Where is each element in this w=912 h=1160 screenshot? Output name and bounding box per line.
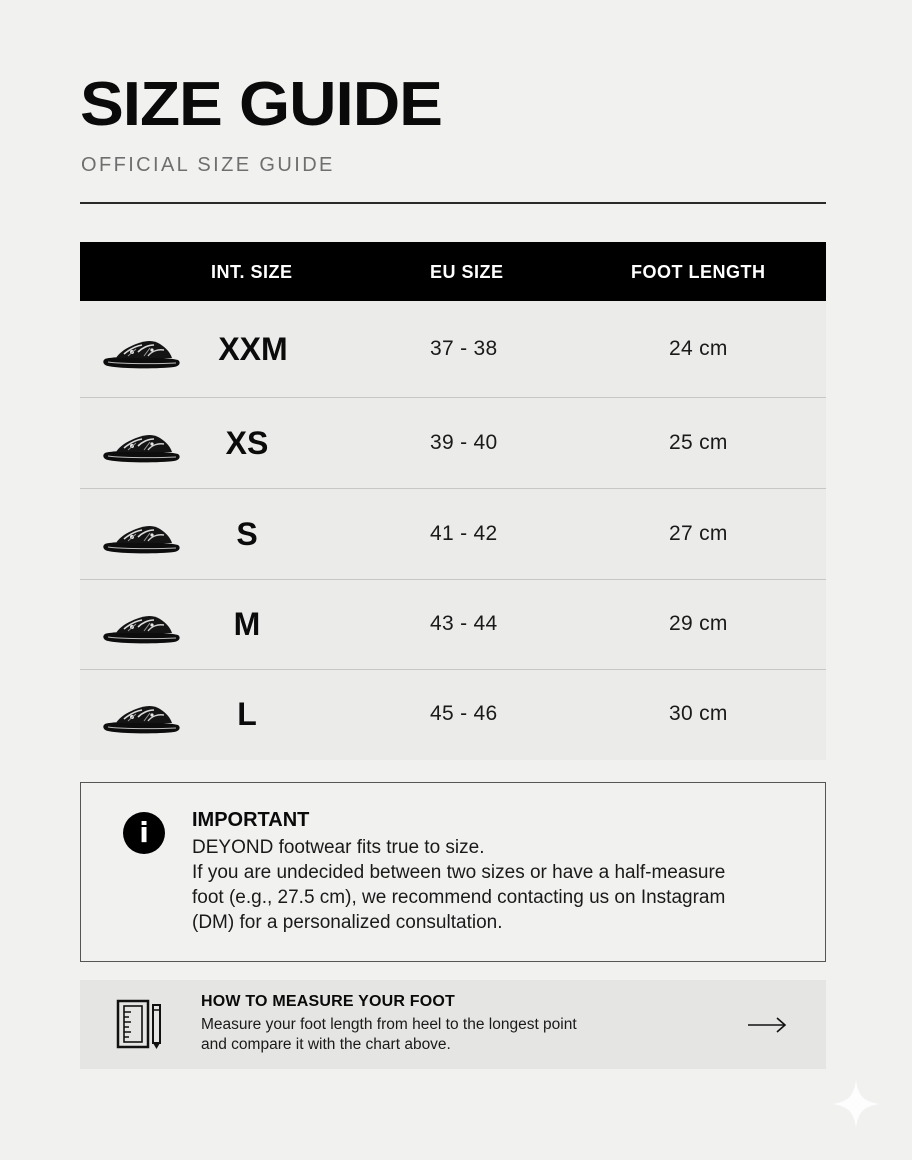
arrow-right-icon[interactable]: [747, 1016, 787, 1034]
eu-size-cell: 43 - 44: [430, 612, 498, 635]
slide-sandal-icon: [102, 607, 182, 647]
int-size-cell: M: [233, 606, 261, 642]
table-row: [80, 670, 826, 760]
measure-title: HOW TO MEASURE YOUR FOOT: [201, 993, 455, 1010]
slide-sandal-icon: [102, 332, 182, 372]
table-header: [80, 242, 826, 301]
eu-size-cell: 41 - 42: [430, 521, 498, 545]
important-line: (DM) for a personalized consultation.: [192, 912, 503, 933]
ruler-pencil-icon: [116, 999, 164, 1051]
important-title: IMPORTANT: [192, 809, 310, 831]
info-icon: i: [123, 812, 165, 854]
table-row: [80, 489, 826, 580]
foot-length-cell: 25 cm: [669, 430, 728, 454]
column-header-eu-size: EU SIZE: [430, 262, 504, 282]
foot-length-cell: 27 cm: [669, 521, 728, 545]
eu-size-cell: 39 - 40: [430, 430, 498, 454]
eu-size-cell: 45 - 46: [430, 702, 498, 725]
important-line: DEYOND footwear fits true to size.: [192, 837, 485, 858]
important-body: [192, 835, 792, 935]
size-table: [80, 242, 826, 760]
measure-body: [201, 1015, 641, 1055]
table-row: [80, 398, 826, 489]
int-size-cell: S: [236, 515, 258, 552]
table-row: [80, 580, 826, 670]
title-divider: [80, 202, 826, 204]
important-line: foot (e.g., 27.5 cm), we recommend contacting us on Instagram: [192, 887, 726, 908]
important-line: If you are undecided between two sizes or have a half-measure: [192, 862, 726, 883]
foot-length-cell: 24 cm: [669, 336, 728, 360]
eu-size-cell: 37 - 38: [430, 336, 498, 360]
page-title: SIZE GUIDE: [80, 70, 442, 139]
sparkle-icon: [830, 1078, 882, 1130]
important-notice: [80, 782, 826, 962]
int-size-cell: L: [237, 696, 257, 732]
slide-sandal-icon: [102, 697, 182, 737]
foot-length-cell: 29 cm: [669, 612, 728, 635]
int-size-cell: XS: [225, 424, 269, 461]
slide-sandal-icon: [102, 517, 182, 557]
int-size-cell: XXM: [218, 330, 288, 367]
column-header-int-size: INT. SIZE: [211, 262, 293, 282]
foot-length-cell: 30 cm: [669, 702, 728, 725]
measure-line: Measure your foot length from heel to the longest point: [201, 1016, 577, 1033]
measure-line: and compare it with the chart above.: [201, 1036, 451, 1053]
measure-foot-card[interactable]: [80, 980, 826, 1069]
column-header-foot-length: FOOT LENGTH: [631, 262, 766, 282]
page-subtitle: OFFICIAL SIZE GUIDE: [81, 154, 335, 176]
table-body: [80, 301, 826, 760]
slide-sandal-icon: [102, 426, 182, 466]
table-row: [80, 301, 826, 398]
